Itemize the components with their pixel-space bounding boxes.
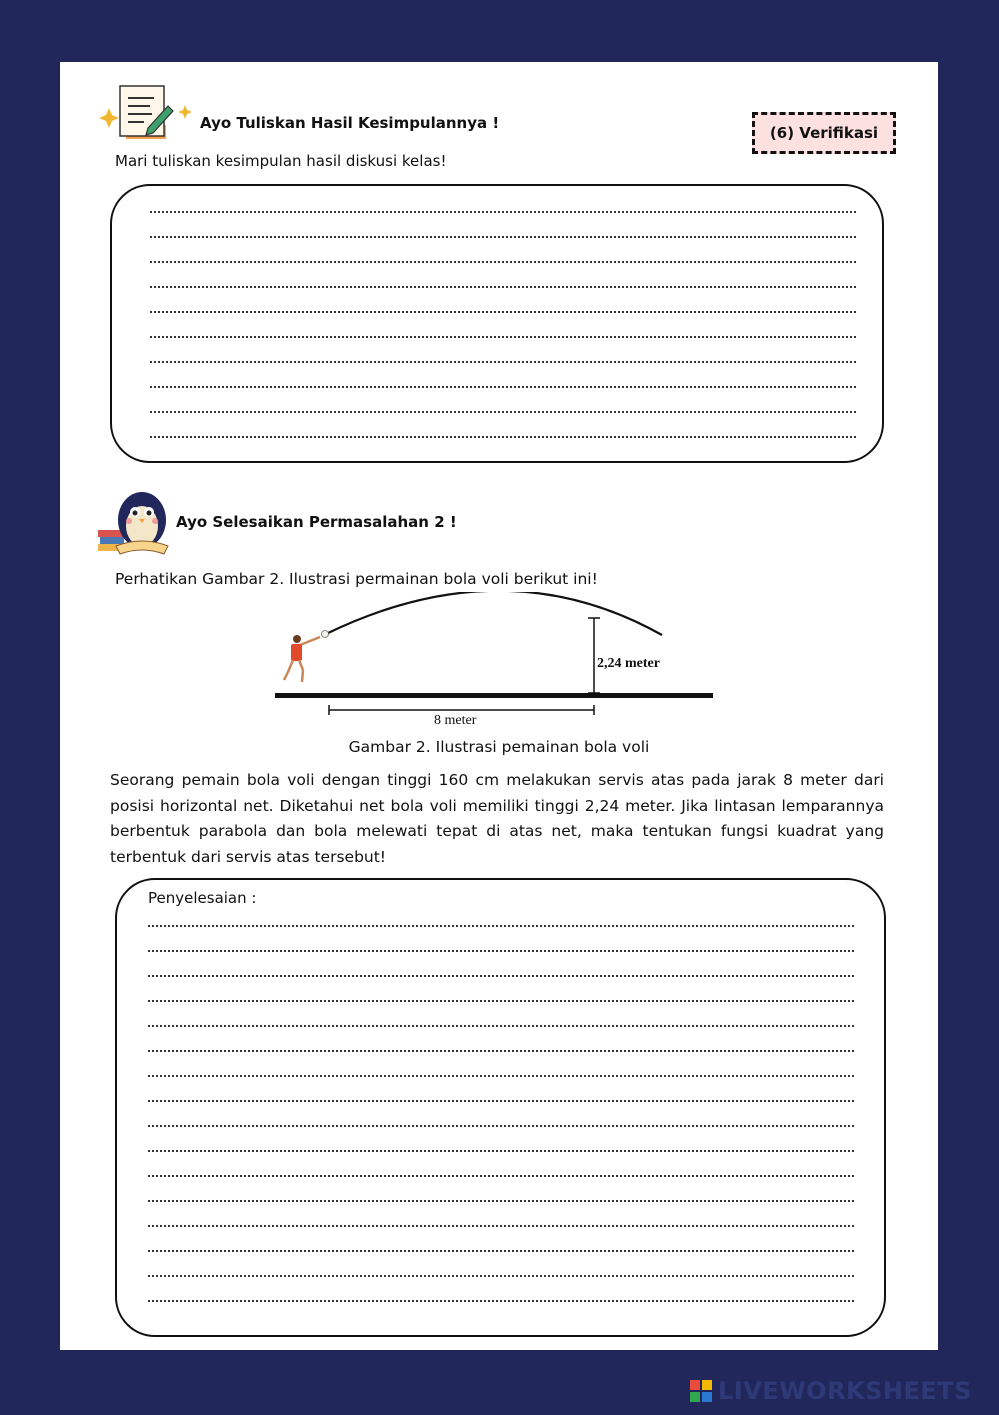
answer-line[interactable] <box>148 925 854 927</box>
volleyball-player-icon <box>284 631 329 683</box>
net-height-label: 2,24 meter <box>597 656 660 671</box>
problem-text: Seorang pemain bola voli dengan tinggi 160 cm melakukan servis atas pada jarak 8 meter dari posisi horizontal net. Diketahui net bola voli memiliki tinggi 2,24 meter. Jika lintasan lemparannya berbentuk parabola dan bola melewati tepat di atas net, maka tentukan fungsi kuadrat yang terbentuk dari servis atas tersebut! <box>110 771 884 866</box>
conclusion-answer-box[interactable] <box>110 184 884 463</box>
answer-line[interactable] <box>150 311 856 313</box>
distance-label: 8 meter <box>434 713 477 728</box>
answer-line[interactable] <box>150 411 856 413</box>
answer-line[interactable] <box>150 286 856 288</box>
answer-line[interactable] <box>148 1075 854 1077</box>
answer-line[interactable] <box>148 1200 854 1202</box>
answer-line[interactable] <box>148 1225 854 1227</box>
watermark-text: LIVEWORKSHEETS <box>718 1377 972 1405</box>
ground-line <box>275 693 713 698</box>
figure-caption: Gambar 2. Ilustrasi pemainan bola voli <box>348 738 650 756</box>
answer-line[interactable] <box>148 1250 854 1252</box>
penguin-reading-icon <box>96 490 176 558</box>
answer-line[interactable] <box>148 950 854 952</box>
solution-answer-box[interactable] <box>115 878 886 1337</box>
answer-line[interactable] <box>148 1275 854 1277</box>
liveworksheets-watermark <box>690 1378 972 1404</box>
worksheet-page <box>60 62 938 1350</box>
verification-badge: (6) Verifikasi <box>752 112 896 154</box>
section1-instruction: Mari tuliskan kesimpulan hasil diskusi kelas! <box>115 152 447 170</box>
answer-line[interactable] <box>150 211 856 213</box>
answer-line[interactable] <box>148 1025 854 1027</box>
answer-line[interactable] <box>150 386 856 388</box>
answer-line[interactable] <box>150 236 856 238</box>
answer-line[interactable] <box>148 975 854 977</box>
ball-trajectory <box>326 592 662 635</box>
answer-line[interactable] <box>148 1125 854 1127</box>
section2-intro: Perhatikan Gambar 2. Ilustrasi permainan bola voli berikut ini! <box>115 570 598 588</box>
answer-line[interactable] <box>148 1000 854 1002</box>
answer-line[interactable] <box>150 361 856 363</box>
answer-line[interactable] <box>148 1100 854 1102</box>
solution-label: Penyelesaian : <box>148 889 257 907</box>
answer-line[interactable] <box>150 436 856 438</box>
answer-line[interactable] <box>150 336 856 338</box>
answer-line[interactable] <box>148 1050 854 1052</box>
notepad-pencil-icon <box>98 80 196 144</box>
answer-line[interactable] <box>148 1150 854 1152</box>
section1-heading: Ayo Tuliskan Hasil Kesimpulannya ! <box>200 114 500 132</box>
volleyball-figure <box>270 592 730 732</box>
section2-heading: Ayo Selesaikan Permasalahan 2 ! <box>176 513 457 531</box>
answer-line[interactable] <box>150 261 856 263</box>
answer-line[interactable] <box>148 1175 854 1177</box>
answer-line[interactable] <box>148 1300 854 1302</box>
liveworksheets-logo-icon <box>690 1380 712 1402</box>
